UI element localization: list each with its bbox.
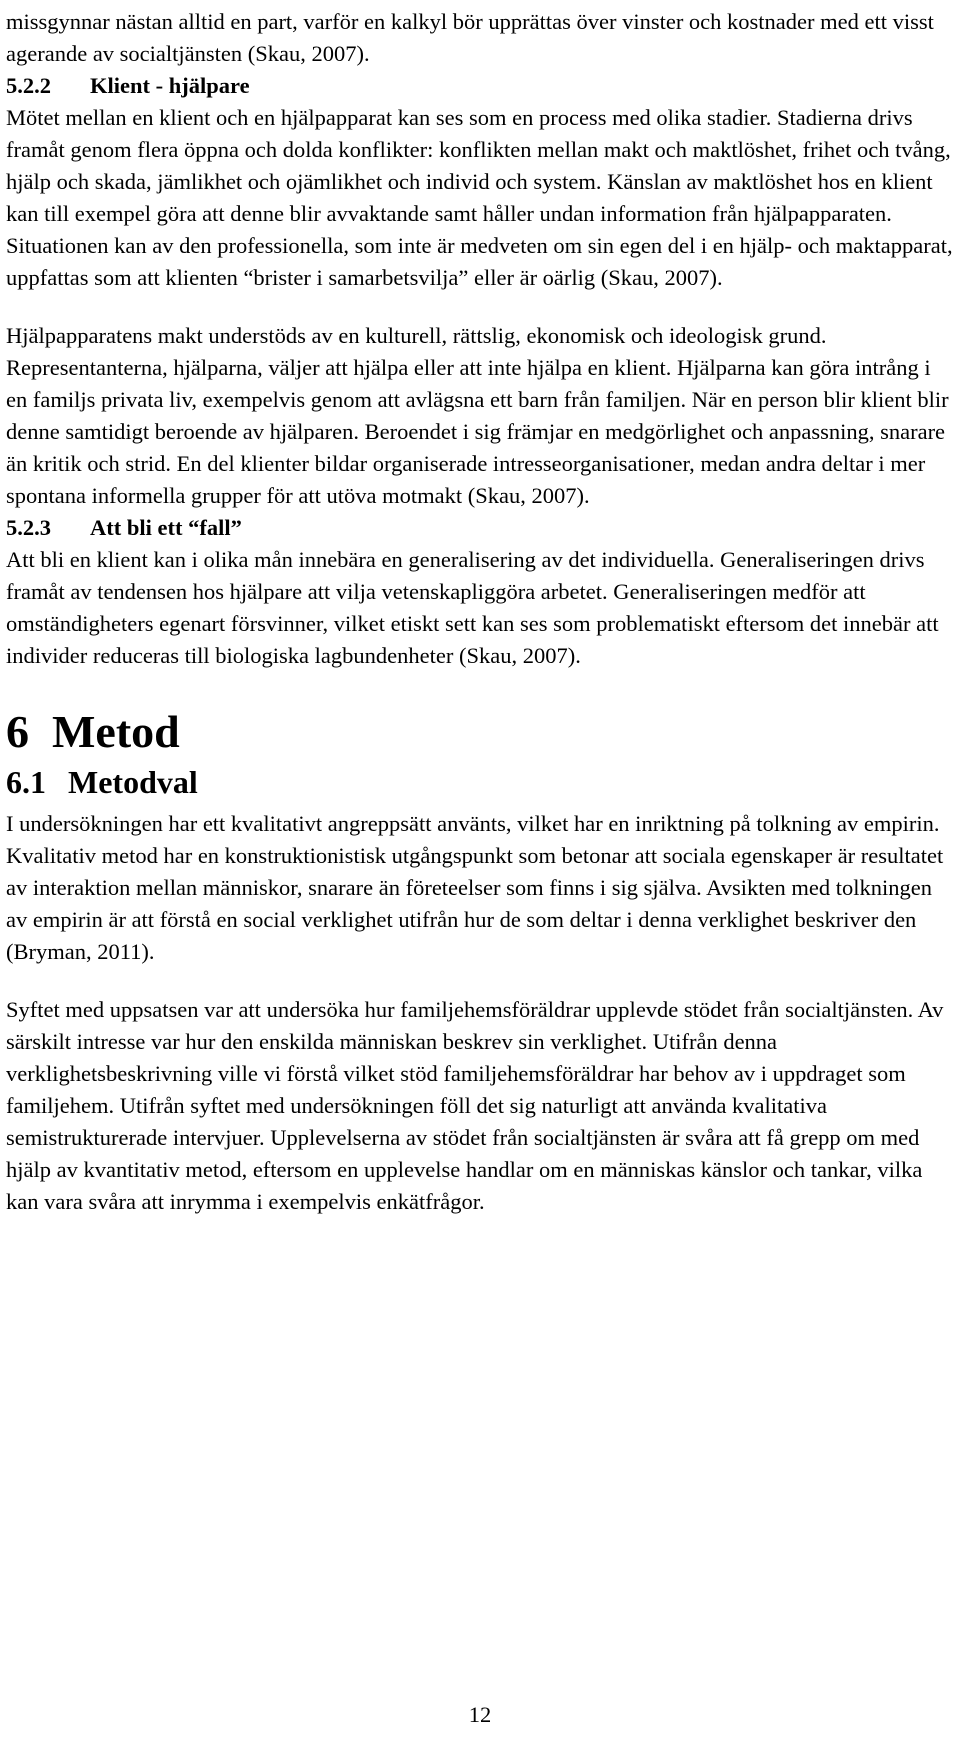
section-number: 5.2.2: [6, 73, 51, 98]
section-heading-5-2-3: [6, 512, 956, 544]
section-title: Att bli ett “fall”: [90, 515, 242, 540]
section-number: 5.2.3: [6, 515, 51, 540]
body-paragraph-hjalpapparatens-makt: Hjälpapparatens makt understöds av en kulturell, rättslig, ekonomisk och ideologisk grund. Representanterna, hjälparna, väljer att hjälpa eller att inte hjälpa en klient. Hjälparna kan göra intrång i en familjs privata liv, exempelvis genom att avlägsna ett barn från familjen. När en person blir klient blir denne samtidigt beroende av hjälparen. Beroendet i sig främjar en medgörlighet och anpassning, snarare än kritik och strid. En del klienter bildar organiserade intresseorganisationer, medan andra deltar i mer spontana informella grupper för att utöva motmakt (Skau, 2007).: [6, 323, 949, 508]
section-title: Metodval: [68, 764, 198, 800]
chapter-heading-6: [6, 706, 956, 758]
chapter-title: Metod: [52, 706, 180, 757]
page-number: 12: [468, 1702, 492, 1727]
body-paragraph-klient-hjalpare: Mötet mellan en klient och en hjälpapparat kan ses som en process med olika stadier. Stadierna drivs framåt genom flera öppna och dolda konflikter: konflikten mellan makt och maktlöshet, frihet och tvång, hjälp och skada, jämlikhet och ojämlikhet och individ och system. Känslan av maktlöshet hos en klient kan till exempel göra att denne blir avvaktande samt håller undan information från hjälpapparaten. Situationen kan av den professionella, som inte är medveten om sin egen del i en hjälp- och maktapparat, uppfattas som att klienten “brister i samarbetsvilja” eller är oärlig (Skau, 2007).: [6, 105, 953, 290]
body-paragraph-metodval: I undersökningen har ett kvalitativt angreppsätt använts, vilket har en inriktning på tolkning av empirin. Kvalitativ metod har en konstruktionistisk utgångspunkt som betonar att sociala egenskaper är resultatet av interaktion mellan människor, snarare än företeelser som finns i sig själva. Avsikten med tolkningen av empirin är att förstå en social verklighet utifrån hur de som deltar i denna verklighet beskriver den (Bryman, 2011).: [6, 811, 944, 964]
body-paragraph-att-bli-ett-fall: Att bli en klient kan i olika mån innebära en generalisering av det individuella. Generaliseringen drivs framåt av tendensen hos hjälpare att vilja vetenskapliggöra arbetet. Generaliseringen medför att omständigheters egenart försvinner, vilket etiskt sett kan ses som problematiskt eftersom det innebär att individer reduceras till biologiska lagbundenheter (Skau, 2007).: [6, 547, 939, 668]
section-title: Klient - hjälpare: [90, 73, 250, 98]
document-page: [6, 6, 956, 1218]
body-paragraph-continuation: missgynnar nästan alltid en part, varför en kalkyl bör upprättas över vinster och kostnader med ett visst agerande av socialtjänsten (Skau, 2007).: [6, 9, 934, 66]
section-number: 6.1: [6, 764, 46, 800]
chapter-number: 6: [6, 706, 29, 757]
body-paragraph-syftet: Syftet med uppsatsen var att undersöka hur familjehemsföräldrar upplevde stödet från socialtjänsten. Av särskilt intresse var hur den enskilda människan beskrev sin verklighet. Utifrån denna verklighetsbeskrivning ville vi förstå vilket stöd familjehemsföräldrar har behov av i uppdraget som familjehem. Utifrån syftet med undersökningen föll det sig naturligt att använda kvalitativa semistrukturerade intervjuer. Upplevelserna av stödet från socialtjänsten är svåra att få grepp om med hjälp av kvantitativ metod, eftersom en upplevelse handlar om en människas känslor och tankar, vilka kan vara svåra att inrymma i exempelvis enkätfrågor.: [6, 997, 944, 1214]
section-heading-6-1: [6, 762, 956, 802]
section-heading-5-2-2: [6, 70, 956, 102]
